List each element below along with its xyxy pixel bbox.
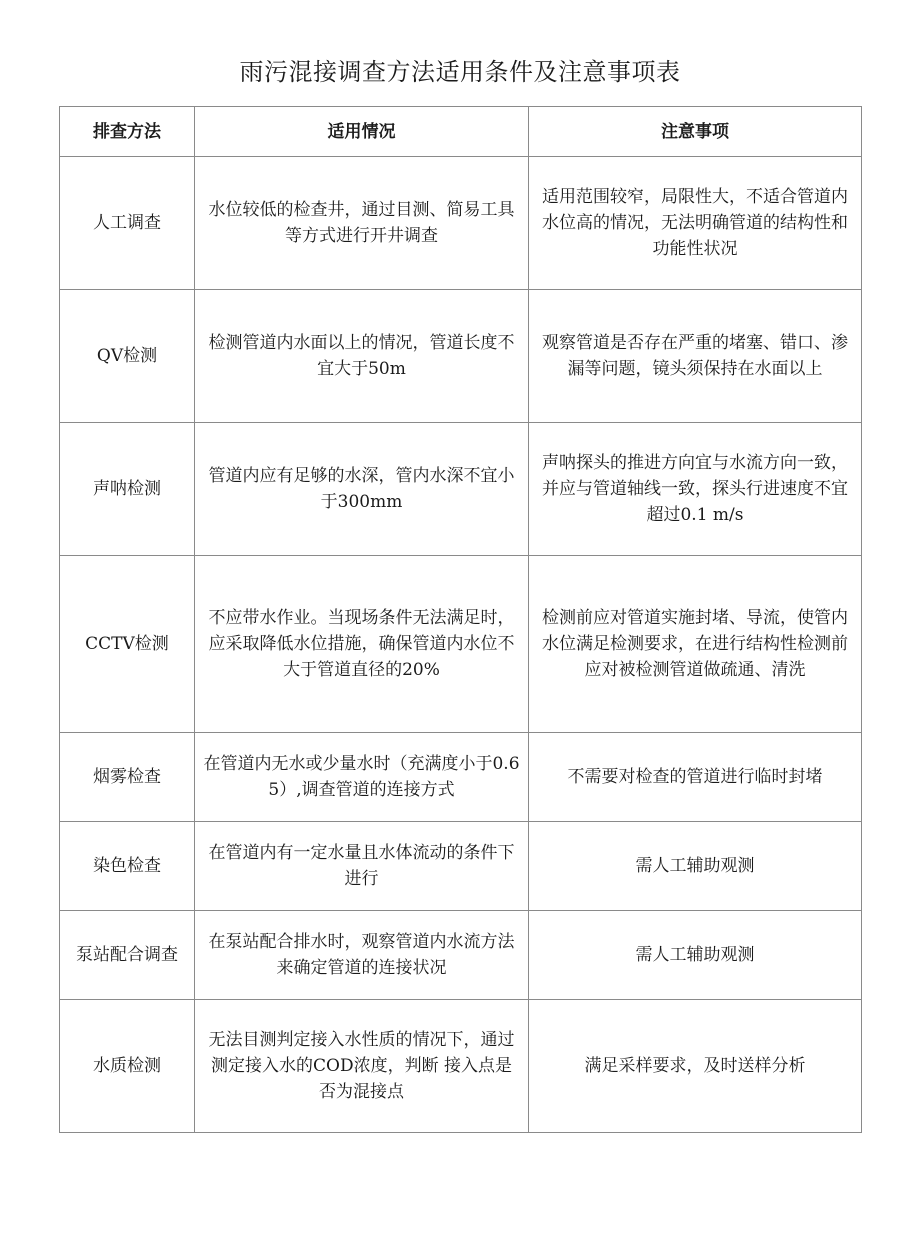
cell-notes: 适用范围较窄，局限性大，不适合管道内水位高的情况，无法明确管道的结构性和功能性状况 <box>529 157 862 290</box>
table-row <box>60 423 862 556</box>
header-applicable: 适用情况 <box>195 107 529 157</box>
cell-method: 声呐检测 <box>60 423 195 556</box>
cell-notes: 不需要对检查的管道进行临时封堵 <box>529 733 862 822</box>
table-row <box>60 822 862 911</box>
cell-notes: 满足采样要求，及时送样分析 <box>529 1000 862 1133</box>
cell-method: 烟雾检查 <box>60 733 195 822</box>
cell-applicable: 在管道内无水或少量水时（充满度小于0.65）,调查管道的连接方式 <box>195 733 529 822</box>
table-row <box>60 1000 862 1133</box>
table-row <box>60 911 862 1000</box>
table-header-row <box>60 107 862 157</box>
table-row <box>60 157 862 290</box>
table-row <box>60 290 862 423</box>
cell-method: QV检测 <box>60 290 195 423</box>
cell-applicable: 在管道内有一定水量且水体流动的条件下进行 <box>195 822 529 911</box>
cell-applicable: 不应带水作业。当现场条件无法满足时，应采取降低水位措施，确保管道内水位不大于管道直径的20% <box>195 556 529 733</box>
cell-method: 水质检测 <box>60 1000 195 1133</box>
cell-applicable: 检测管道内水面以上的情况，管道长度不宜大于50m <box>195 290 529 423</box>
cell-method: 泵站配合调查 <box>60 911 195 1000</box>
cell-applicable: 无法目测判定接入水性质的情况下，通过测定接入水的COD浓度，判断 接入点是否为混接点 <box>195 1000 529 1133</box>
header-method: 排查方法 <box>60 107 195 157</box>
cell-method: 人工调查 <box>60 157 195 290</box>
cell-applicable: 管道内应有足够的水深，管内水深不宜小于300mm <box>195 423 529 556</box>
cell-applicable: 在泵站配合排水时，观察管道内水流方法来确定管道的连接状况 <box>195 911 529 1000</box>
cell-applicable: 水位较低的检查井，通过目测、简易工具等方式进行开井调查 <box>195 157 529 290</box>
cell-notes: 需人工辅助观测 <box>529 822 862 911</box>
table-row <box>60 556 862 733</box>
cell-notes: 需人工辅助观测 <box>529 911 862 1000</box>
table-row <box>60 733 862 822</box>
document-title: 雨污混接调查方法适用条件及注意事项表 <box>239 58 681 86</box>
cell-method: 染色检查 <box>60 822 195 911</box>
cell-notes: 声呐探头的推进方向宜与水流方向一致，并应与管道轴线一致，探头行进速度不宜超过0.1 m/s <box>529 423 862 556</box>
cell-notes: 观察管道是否存在严重的堵塞、错口、渗漏等问题，镜头须保持在水面以上 <box>529 290 862 423</box>
cell-notes: 检测前应对管道实施封堵、导流，使管内水位满足检测要求，在进行结构性检测前应对被检测管道做疏通、清洗 <box>529 556 862 733</box>
survey-methods-table <box>59 106 862 1133</box>
cell-method: CCTV检测 <box>60 556 195 733</box>
header-notes: 注意事项 <box>529 107 862 157</box>
